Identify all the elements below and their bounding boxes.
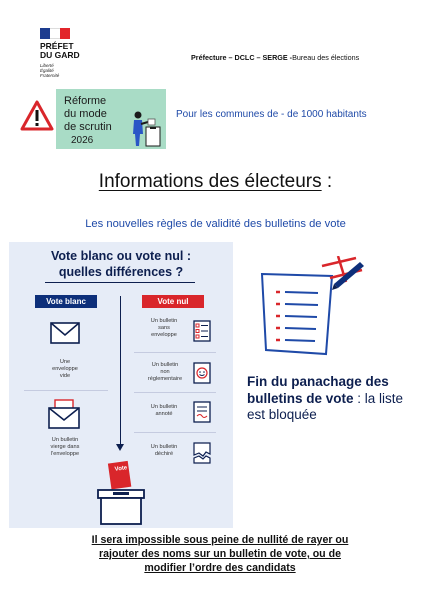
blanc-item-2-line2: vierge dans (50, 444, 80, 450)
nul-item-4-label (140, 444, 188, 458)
nul-item-2-line3: réglementaire (147, 376, 183, 382)
nul-item-4-line1: Un bulletin (150, 444, 178, 450)
nul-separator-1 (134, 352, 216, 353)
reform-line3: de scrutin (64, 121, 112, 133)
motto-egalite: Égalité (40, 68, 54, 73)
nul-item-2-line1: Un bulletin (151, 362, 179, 368)
blanc-separator (24, 390, 108, 391)
main-title-suffix: : (321, 171, 333, 192)
nul-separator-3 (134, 432, 216, 433)
blanc-item-1-label (36, 359, 94, 380)
infographic-title-underline (45, 282, 195, 283)
infographic-title-line2: quelles différences ? (58, 265, 184, 279)
crossed-list-document-icon (260, 256, 368, 356)
nul-separator-2 (134, 392, 216, 393)
department-line (191, 53, 359, 62)
tag-vote-nul: Vote nul (142, 295, 204, 308)
motto-liberte: Liberté (40, 63, 54, 68)
department-strong: Préfecture – DCLC – SERGE - (191, 53, 293, 62)
prefecture-name (40, 42, 80, 60)
voter-ballot-box-icon (126, 110, 162, 148)
ballot-sheet-icon (193, 320, 211, 342)
fin-panachage-text (247, 374, 417, 424)
nul-item-3-line1: Un bulletin (150, 404, 178, 410)
blanc-item-1-line1: Une (59, 359, 71, 365)
nul-item-4-line2: déchiré (154, 451, 174, 457)
warning-icon (20, 100, 54, 132)
reform-line1: Réforme (64, 95, 107, 107)
fin-panachage-rest: : la liste est bloquée (247, 390, 404, 422)
reform-line2: du mode (64, 108, 107, 120)
non-regulatory-ballot-icon (193, 362, 211, 384)
nul-item-3-label (140, 404, 188, 418)
reform-year: 2026 (71, 135, 94, 146)
reform-badge-text (64, 95, 112, 134)
subtitle: Les nouvelles règles de validité des bulletins de vote (85, 218, 346, 230)
infographic-title-line1: Vote blanc ou vote nul : (50, 249, 192, 263)
nul-item-3-line2: annoté (155, 411, 173, 417)
divider-arrow-icon (116, 444, 124, 451)
torn-ballot-icon (193, 442, 211, 464)
nul-item-2-label (140, 362, 190, 383)
marianne-logo-flag (40, 28, 70, 39)
department-rest: Bureau des élections (292, 53, 360, 62)
divider-line (120, 296, 121, 446)
blanc-item-1-line2: enveloppe (52, 366, 78, 372)
nul-item-1-line1: Un bulletin (150, 318, 178, 324)
blanc-item-2-label (34, 437, 96, 458)
prefecture-name-line2: DU GARD (40, 50, 80, 60)
blanc-item-2-line1: Un bulletin (51, 437, 79, 443)
nul-item-2-line2: non (160, 369, 170, 375)
footer-line3: modifier l’ordre des candidats (144, 562, 296, 574)
blanc-item-2-line3: l'enveloppe (50, 451, 80, 457)
envelope-with-ballot-icon (47, 399, 81, 429)
ballot-label: Vote (114, 465, 128, 473)
blanc-item-1-line3: vide (59, 373, 71, 379)
tag-vote-blanc: Vote blanc (35, 295, 97, 308)
main-title-text: Informations des électeurs (98, 171, 322, 192)
communes-note: Pour les communes de - de 1000 habitants (176, 109, 367, 120)
nul-item-1-label (140, 318, 188, 339)
motto-fraternite: Fraternité (40, 73, 60, 78)
empty-envelope-icon (50, 322, 80, 344)
infographic-title (9, 248, 233, 280)
footer-line2: rajouter des noms sur un bulletin de vote, ou de (99, 548, 341, 560)
footer-warning (30, 533, 410, 575)
nul-item-1-line3: enveloppe (151, 332, 177, 338)
fin-panachage-bold: Fin du panachage des bulletins de vote (247, 374, 389, 406)
prefecture-name-line1: PRÉFET (40, 41, 74, 51)
annotated-ballot-icon (193, 401, 211, 423)
footer-line1: Il sera impossible sous peine de nullité de rayer ou (91, 534, 349, 546)
republic-motto (40, 63, 59, 78)
main-title (0, 171, 431, 193)
nul-item-1-line2: sans (158, 325, 170, 331)
